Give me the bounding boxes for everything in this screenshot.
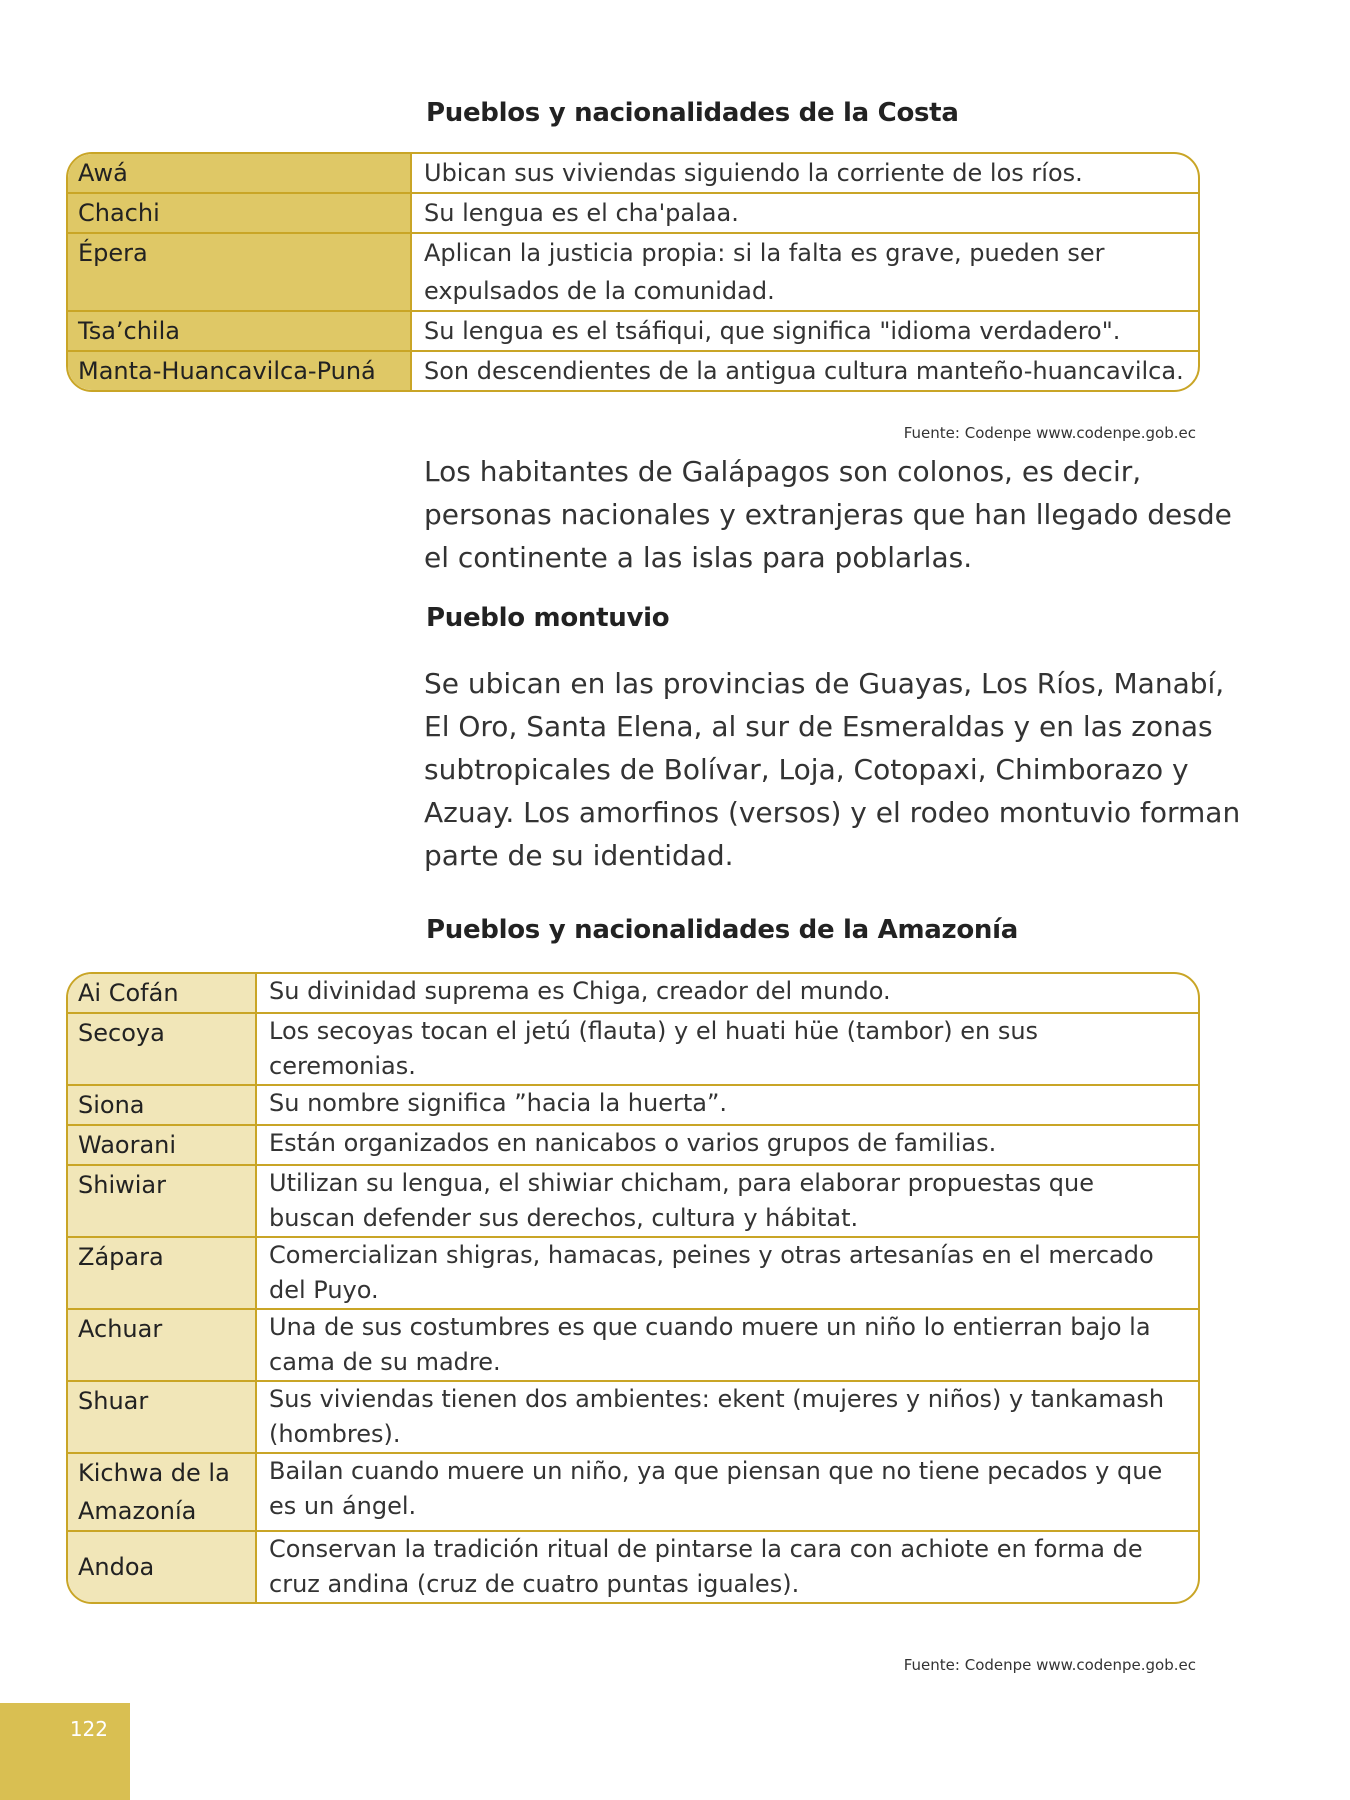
costa-heading: Pueblos y nacionalidades de la Costa — [426, 98, 959, 128]
people-name: Manta-Huancavilca-Puná — [68, 352, 412, 390]
people-name: Tsa’chila — [68, 312, 412, 350]
table-row — [68, 1124, 1198, 1164]
table-row — [68, 154, 1198, 192]
people-name: Ai Cofán — [68, 974, 257, 1012]
amazonia-source: Fuente: Codenpe www.codenpe.gob.ec — [903, 1656, 1196, 1674]
people-name: Secoya — [68, 1014, 257, 1084]
montuvio-paragraph: Se ubican en las provincias de Guayas, Los Ríos, Manabí, El Oro, Santa Elena, al sur de Esmeraldas y en las zonas subtropicales de Bolívar, Loja, Cotopaxi, Chimborazo y Azuay. Los amorfinos (versos) y el rodeo montuvio forman parte de su identidad. — [424, 667, 1241, 872]
people-description: Conservan la tradición ritual de pintarse la cara con achiote en forma de cruz andina (cruz de cuatro puntas iguales). — [269, 1535, 1143, 1598]
table-row — [68, 974, 1198, 1012]
people-name: Awá — [68, 154, 412, 192]
table-row — [68, 1084, 1198, 1124]
people-description: Una de sus costumbres es que cuando muere un niño lo entierran bajo la cama de su madre. — [269, 1313, 1151, 1376]
people-description: Aplican la justicia propia: si la falta es grave, pueden ser expulsados de la comunidad. — [424, 239, 1105, 305]
people-description: Son descendientes de la antigua cultura manteño-huancavilca. — [424, 357, 1184, 385]
table-row — [68, 350, 1198, 390]
table-row — [68, 1236, 1198, 1308]
people-description: Su nombre significa ”hacia la huerta”. — [269, 1089, 728, 1117]
table-row — [68, 1308, 1198, 1380]
people-description: Sus viviendas tienen dos ambientes: ekent (mujeres y niños) y tankamash (hombres). — [269, 1385, 1165, 1448]
people-name: Siona — [68, 1086, 257, 1124]
people-description: Su lengua es el tsáfiqui, que significa "idioma verdadero". — [424, 317, 1121, 345]
people-description: Los secoyas tocan el jetú (flauta) y el huati hüe (tambor) en sus ceremonias. — [269, 1017, 1039, 1080]
table-row — [68, 1380, 1198, 1452]
people-name: Chachi — [68, 194, 412, 232]
people-name: Shiwiar — [68, 1166, 257, 1236]
people-description: Bailan cuando muere un niño, ya que piensan que no tiene pecados y que es un ángel. — [269, 1457, 1163, 1520]
amazonia-table — [66, 972, 1200, 1604]
table-row — [68, 310, 1198, 350]
costa-source: Fuente: Codenpe www.codenpe.gob.ec — [903, 424, 1196, 442]
people-description: Comercializan shigras, hamacas, peines y otras artesanías en el mercado del Puyo. — [269, 1241, 1154, 1304]
people-description: Su divinidad suprema es Chiga, creador del mundo. — [269, 977, 891, 1005]
page-number: 122 — [69, 1717, 108, 1741]
people-description: Utilizan su lengua, el shiwiar chicham, para elaborar propuestas que buscan defender sus derechos, cultura y hábitat. — [269, 1169, 1094, 1232]
table-row — [68, 232, 1198, 310]
people-name: Shuar — [68, 1382, 257, 1452]
people-name: Waorani — [68, 1126, 257, 1164]
table-row — [68, 192, 1198, 232]
people-name: Andoa — [68, 1532, 257, 1602]
table-row — [68, 1530, 1198, 1602]
amazonia-heading: Pueblos y nacionalidades de la Amazonía — [426, 915, 1018, 945]
galapagos-paragraph: Los habitantes de Galápagos son colonos, es decir, personas nacionales y extranjeras que han llegado desde el continente a las islas para poblarlas. — [424, 455, 1232, 574]
table-row — [68, 1164, 1198, 1236]
costa-table — [66, 152, 1200, 392]
people-description: Su lengua es el cha'palaa. — [424, 199, 739, 227]
people-name: Kichwa de la Amazonía — [68, 1454, 257, 1530]
people-name: Épera — [68, 234, 412, 310]
table-row — [68, 1452, 1198, 1530]
montuvio-heading: Pueblo montuvio — [426, 603, 670, 633]
people-description: Ubican sus viviendas siguiendo la corriente de los ríos. — [424, 159, 1083, 187]
people-name: Zápara — [68, 1238, 257, 1308]
people-name: Achuar — [68, 1310, 257, 1380]
people-description: Están organizados en nanicabos o varios grupos de familias. — [269, 1129, 997, 1157]
page-number-box — [0, 1703, 130, 1800]
table-row — [68, 1012, 1198, 1084]
